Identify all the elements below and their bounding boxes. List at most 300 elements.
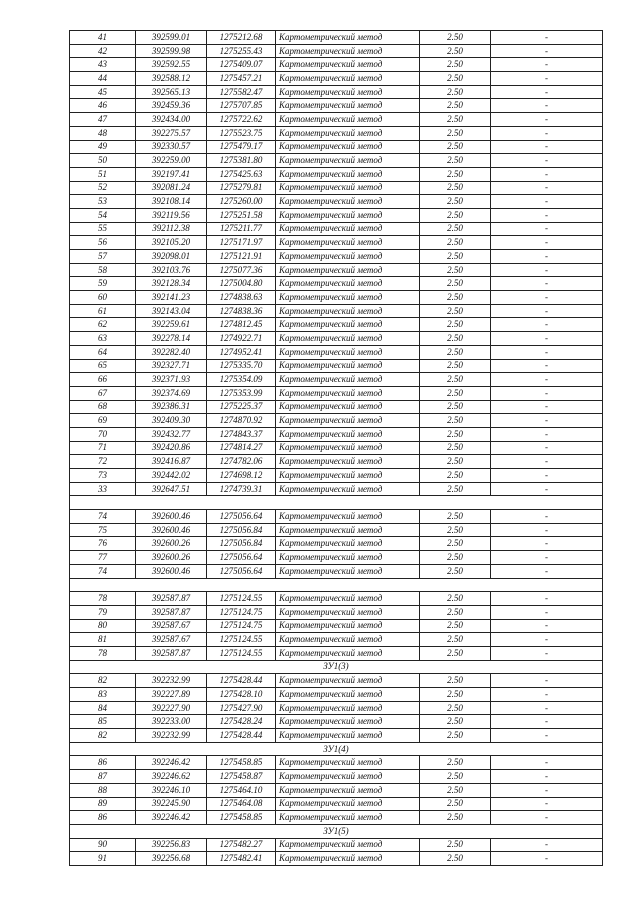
table-row: [70, 263, 603, 277]
table-row: [70, 386, 603, 400]
method-cell: Картометрический метод: [276, 770, 420, 784]
method-cell: Картометрический метод: [276, 373, 420, 387]
note-cell: -: [491, 359, 603, 373]
y-coordinate-cell: 1275225.37: [207, 400, 276, 414]
note-cell: -: [491, 688, 603, 702]
y-coordinate-cell: 1275056.64: [207, 510, 276, 524]
precision-cell: 2.50: [420, 263, 491, 277]
precision-cell: 2.50: [420, 592, 491, 606]
table-row: [70, 222, 603, 236]
y-coordinate-cell: 1275482.27: [207, 838, 276, 852]
x-coordinate-cell: 392245.90: [136, 797, 207, 811]
x-coordinate-cell: 392246.10: [136, 783, 207, 797]
y-coordinate-cell: 1275251.58: [207, 208, 276, 222]
point-number-cell: 62: [70, 318, 136, 332]
precision-cell: 2.50: [420, 688, 491, 702]
precision-cell: 2.50: [420, 318, 491, 332]
method-cell: Картометрический метод: [276, 797, 420, 811]
point-number-cell: 53: [70, 195, 136, 209]
y-coordinate-cell: 1275464.08: [207, 797, 276, 811]
table-row: [70, 236, 603, 250]
table-row: [70, 469, 603, 483]
precision-cell: 2.50: [420, 208, 491, 222]
note-cell: -: [491, 838, 603, 852]
table-row: [70, 304, 603, 318]
table-row: [70, 592, 603, 606]
note-cell: -: [491, 44, 603, 58]
precision-cell: 2.50: [420, 58, 491, 72]
table-row: [70, 58, 603, 72]
y-coordinate-cell: 1275121.91: [207, 250, 276, 264]
precision-cell: 2.50: [420, 482, 491, 496]
point-number-cell: 65: [70, 359, 136, 373]
x-coordinate-cell: 392374.69: [136, 386, 207, 400]
method-cell: Картометрический метод: [276, 838, 420, 852]
note-cell: -: [491, 345, 603, 359]
precision-cell: 2.50: [420, 414, 491, 428]
point-number-cell: 42: [70, 44, 136, 58]
precision-cell: 2.50: [420, 715, 491, 729]
note-cell: -: [491, 674, 603, 688]
y-coordinate-cell: 1275381.80: [207, 154, 276, 168]
y-coordinate-cell: 1275212.68: [207, 31, 276, 45]
table-row: [70, 318, 603, 332]
method-cell: Картометрический метод: [276, 619, 420, 633]
note-cell: -: [491, 318, 603, 332]
note-cell: -: [491, 715, 603, 729]
x-coordinate-cell: 392232.99: [136, 729, 207, 743]
precision-cell: 2.50: [420, 85, 491, 99]
y-coordinate-cell: 1275428.44: [207, 729, 276, 743]
table-row: [70, 208, 603, 222]
method-cell: Картометрический метод: [276, 701, 420, 715]
precision-cell: 2.50: [420, 113, 491, 127]
note-cell: -: [491, 99, 603, 113]
table-row: [70, 154, 603, 168]
method-cell: Картометрический метод: [276, 633, 420, 647]
note-cell: -: [491, 414, 603, 428]
note-cell: -: [491, 770, 603, 784]
table-row: [70, 126, 603, 140]
y-coordinate-cell: 1275353.99: [207, 386, 276, 400]
precision-cell: 2.50: [420, 852, 491, 866]
y-coordinate-cell: 1275077.36: [207, 263, 276, 277]
table-row: [70, 633, 603, 647]
x-coordinate-cell: 392371.93: [136, 373, 207, 387]
x-coordinate-cell: 392647.51: [136, 482, 207, 496]
table-row: [70, 427, 603, 441]
x-coordinate-cell: 392600.46: [136, 510, 207, 524]
x-coordinate-cell: 392600.26: [136, 551, 207, 565]
precision-cell: 2.50: [420, 537, 491, 551]
point-number-cell: 81: [70, 633, 136, 647]
point-number-cell: 50: [70, 154, 136, 168]
x-coordinate-cell: 392592.55: [136, 58, 207, 72]
method-cell: Картометрический метод: [276, 414, 420, 428]
method-cell: Картометрический метод: [276, 605, 420, 619]
method-cell: Картометрический метод: [276, 291, 420, 305]
note-cell: -: [491, 85, 603, 99]
note-cell: -: [491, 195, 603, 209]
x-coordinate-cell: 392143.04: [136, 304, 207, 318]
point-number-cell: 41: [70, 31, 136, 45]
note-cell: -: [491, 811, 603, 825]
precision-cell: 2.50: [420, 455, 491, 469]
table-row: [70, 181, 603, 195]
precision-cell: 2.50: [420, 400, 491, 414]
method-cell: Картометрический метод: [276, 167, 420, 181]
precision-cell: 2.50: [420, 441, 491, 455]
precision-cell: 2.50: [420, 783, 491, 797]
table-row: [70, 729, 603, 743]
point-number-cell: 61: [70, 304, 136, 318]
note-cell: -: [491, 592, 603, 606]
precision-cell: 2.50: [420, 838, 491, 852]
note-cell: -: [491, 400, 603, 414]
point-number-cell: 51: [70, 167, 136, 181]
precision-cell: 2.50: [420, 277, 491, 291]
x-coordinate-cell: 392275.57: [136, 126, 207, 140]
table-row: [70, 523, 603, 537]
y-coordinate-cell: 1275409.07: [207, 58, 276, 72]
point-number-cell: 56: [70, 236, 136, 250]
y-coordinate-cell: 1275464.10: [207, 783, 276, 797]
note-cell: -: [491, 469, 603, 483]
precision-cell: 2.50: [420, 386, 491, 400]
x-coordinate-cell: 392327.71: [136, 359, 207, 373]
precision-cell: 2.50: [420, 44, 491, 58]
y-coordinate-cell: 1275124.55: [207, 646, 276, 660]
method-cell: Картометрический метод: [276, 852, 420, 866]
note-cell: -: [491, 250, 603, 264]
point-number-cell: 43: [70, 58, 136, 72]
table-row: [70, 619, 603, 633]
method-cell: Картометрический метод: [276, 263, 420, 277]
note-cell: -: [491, 605, 603, 619]
note-cell: -: [491, 427, 603, 441]
x-coordinate-cell: 392442.02: [136, 469, 207, 483]
note-cell: -: [491, 332, 603, 346]
method-cell: Картометрический метод: [276, 729, 420, 743]
table-row: [70, 715, 603, 729]
table-row: [70, 167, 603, 181]
precision-cell: 2.50: [420, 31, 491, 45]
precision-cell: 2.50: [420, 126, 491, 140]
table-row: [70, 277, 603, 291]
precision-cell: 2.50: [420, 222, 491, 236]
point-number-cell: 87: [70, 770, 136, 784]
y-coordinate-cell: 1275171.97: [207, 236, 276, 250]
method-cell: Картометрический метод: [276, 510, 420, 524]
method-cell: Картометрический метод: [276, 564, 420, 578]
method-cell: Картометрический метод: [276, 359, 420, 373]
note-cell: -: [491, 31, 603, 45]
y-coordinate-cell: 1275458.85: [207, 811, 276, 825]
point-number-cell: 54: [70, 208, 136, 222]
x-coordinate-cell: 392330.57: [136, 140, 207, 154]
point-number-cell: 57: [70, 250, 136, 264]
note-cell: -: [491, 455, 603, 469]
method-cell: Картометрический метод: [276, 99, 420, 113]
x-coordinate-cell: 392098.01: [136, 250, 207, 264]
method-cell: Картометрический метод: [276, 811, 420, 825]
note-cell: -: [491, 729, 603, 743]
x-coordinate-cell: 392600.46: [136, 523, 207, 537]
y-coordinate-cell: 1275056.64: [207, 564, 276, 578]
y-coordinate-cell: 1275582.47: [207, 85, 276, 99]
note-cell: -: [491, 441, 603, 455]
x-coordinate-cell: 392197.41: [136, 167, 207, 181]
x-coordinate-cell: 392565.13: [136, 85, 207, 99]
point-number-cell: 80: [70, 619, 136, 633]
point-number-cell: 74: [70, 564, 136, 578]
method-cell: Картометрический метод: [276, 208, 420, 222]
note-cell: -: [491, 373, 603, 387]
point-number-cell: 76: [70, 537, 136, 551]
blank-cell: [70, 578, 603, 592]
section-label: ЗУ1(5): [70, 824, 603, 838]
precision-cell: 2.50: [420, 250, 491, 264]
precision-cell: 2.50: [420, 195, 491, 209]
y-coordinate-cell: 1274698.12: [207, 469, 276, 483]
y-coordinate-cell: 1275354.09: [207, 373, 276, 387]
method-cell: Картометрический метод: [276, 523, 420, 537]
precision-cell: 2.50: [420, 510, 491, 524]
method-cell: Картометрический метод: [276, 646, 420, 660]
note-cell: -: [491, 154, 603, 168]
point-number-cell: 86: [70, 811, 136, 825]
point-number-cell: 44: [70, 72, 136, 86]
table-row: [70, 195, 603, 209]
table-row: [70, 44, 603, 58]
x-coordinate-cell: 392600.26: [136, 537, 207, 551]
precision-cell: 2.50: [420, 427, 491, 441]
table-row: [70, 250, 603, 264]
x-coordinate-cell: 392587.87: [136, 646, 207, 660]
table-row: [70, 510, 603, 524]
point-number-cell: 73: [70, 469, 136, 483]
y-coordinate-cell: 1275211.77: [207, 222, 276, 236]
method-cell: Картометрический метод: [276, 140, 420, 154]
note-cell: -: [491, 113, 603, 127]
table-row: [70, 674, 603, 688]
y-coordinate-cell: 1275523.75: [207, 126, 276, 140]
y-coordinate-cell: 1275428.24: [207, 715, 276, 729]
point-number-cell: 82: [70, 674, 136, 688]
coordinates-table-body: [70, 31, 603, 866]
section-header-row: [70, 742, 603, 756]
note-cell: -: [491, 58, 603, 72]
note-cell: -: [491, 797, 603, 811]
method-cell: Картометрический метод: [276, 154, 420, 168]
method-cell: Картометрический метод: [276, 72, 420, 86]
x-coordinate-cell: 392588.12: [136, 72, 207, 86]
x-coordinate-cell: 392141.23: [136, 291, 207, 305]
table-row: [70, 99, 603, 113]
method-cell: Картометрический метод: [276, 332, 420, 346]
table-row: [70, 72, 603, 86]
precision-cell: 2.50: [420, 605, 491, 619]
method-cell: Картометрический метод: [276, 318, 420, 332]
y-coordinate-cell: 1274952.41: [207, 345, 276, 359]
method-cell: Картометрический метод: [276, 688, 420, 702]
x-coordinate-cell: 392233.00: [136, 715, 207, 729]
x-coordinate-cell: 392278.14: [136, 332, 207, 346]
precision-cell: 2.50: [420, 154, 491, 168]
y-coordinate-cell: 1275004.80: [207, 277, 276, 291]
method-cell: Картометрический метод: [276, 441, 420, 455]
point-number-cell: 75: [70, 523, 136, 537]
table-row: [70, 414, 603, 428]
point-number-cell: 64: [70, 345, 136, 359]
note-cell: -: [491, 263, 603, 277]
note-cell: -: [491, 633, 603, 647]
method-cell: Картометрический метод: [276, 592, 420, 606]
y-coordinate-cell: 1275457.21: [207, 72, 276, 86]
note-cell: -: [491, 564, 603, 578]
table-row: [70, 701, 603, 715]
y-coordinate-cell: 1274782.06: [207, 455, 276, 469]
point-number-cell: 58: [70, 263, 136, 277]
table-row: [70, 455, 603, 469]
x-coordinate-cell: 392256.83: [136, 838, 207, 852]
table-row: [70, 838, 603, 852]
point-number-cell: 70: [70, 427, 136, 441]
note-cell: -: [491, 619, 603, 633]
table-row: [70, 811, 603, 825]
section-header-row: [70, 660, 603, 674]
point-number-cell: 71: [70, 441, 136, 455]
x-coordinate-cell: 392420.86: [136, 441, 207, 455]
note-cell: -: [491, 510, 603, 524]
table-row: [70, 359, 603, 373]
table-row: [70, 140, 603, 154]
note-cell: -: [491, 386, 603, 400]
y-coordinate-cell: 1275722.62: [207, 113, 276, 127]
blank-row: [70, 578, 603, 592]
table-row: [70, 345, 603, 359]
table-row: [70, 31, 603, 45]
precision-cell: 2.50: [420, 770, 491, 784]
note-cell: -: [491, 236, 603, 250]
method-cell: Картометрический метод: [276, 674, 420, 688]
y-coordinate-cell: 1275056.64: [207, 551, 276, 565]
method-cell: Картометрический метод: [276, 304, 420, 318]
point-number-cell: 79: [70, 605, 136, 619]
note-cell: -: [491, 756, 603, 770]
point-number-cell: 69: [70, 414, 136, 428]
method-cell: Картометрический метод: [276, 715, 420, 729]
precision-cell: 2.50: [420, 701, 491, 715]
point-number-cell: 78: [70, 646, 136, 660]
point-number-cell: 66: [70, 373, 136, 387]
x-coordinate-cell: 392232.99: [136, 674, 207, 688]
note-cell: -: [491, 277, 603, 291]
precision-cell: 2.50: [420, 99, 491, 113]
y-coordinate-cell: 1275124.55: [207, 633, 276, 647]
precision-cell: 2.50: [420, 469, 491, 483]
y-coordinate-cell: 1275056.84: [207, 523, 276, 537]
precision-cell: 2.50: [420, 564, 491, 578]
point-number-cell: 49: [70, 140, 136, 154]
point-number-cell: 47: [70, 113, 136, 127]
precision-cell: 2.50: [420, 72, 491, 86]
x-coordinate-cell: 392434.00: [136, 113, 207, 127]
x-coordinate-cell: 392599.98: [136, 44, 207, 58]
note-cell: -: [491, 537, 603, 551]
method-cell: Картометрический метод: [276, 345, 420, 359]
note-cell: -: [491, 523, 603, 537]
section-label: ЗУ1(4): [70, 742, 603, 756]
table-row: [70, 113, 603, 127]
precision-cell: 2.50: [420, 359, 491, 373]
x-coordinate-cell: 392108.14: [136, 195, 207, 209]
method-cell: Картометрический метод: [276, 85, 420, 99]
x-coordinate-cell: 392105.20: [136, 236, 207, 250]
note-cell: -: [491, 222, 603, 236]
point-number-cell: 74: [70, 510, 136, 524]
table-row: [70, 332, 603, 346]
section-header-row: [70, 824, 603, 838]
method-cell: Картометрический метод: [276, 222, 420, 236]
method-cell: Картометрический метод: [276, 427, 420, 441]
x-coordinate-cell: 392587.67: [136, 619, 207, 633]
precision-cell: 2.50: [420, 633, 491, 647]
point-number-cell: 45: [70, 85, 136, 99]
method-cell: Картометрический метод: [276, 482, 420, 496]
method-cell: Картометрический метод: [276, 277, 420, 291]
y-coordinate-cell: 1274838.36: [207, 304, 276, 318]
blank-cell: [70, 496, 603, 510]
point-number-cell: 59: [70, 277, 136, 291]
table-row: [70, 852, 603, 866]
x-coordinate-cell: 392119.56: [136, 208, 207, 222]
y-coordinate-cell: 1275482.41: [207, 852, 276, 866]
y-coordinate-cell: 1275707.85: [207, 99, 276, 113]
x-coordinate-cell: 392259.61: [136, 318, 207, 332]
table-row: [70, 770, 603, 784]
precision-cell: 2.50: [420, 797, 491, 811]
precision-cell: 2.50: [420, 236, 491, 250]
y-coordinate-cell: 1274814.27: [207, 441, 276, 455]
note-cell: -: [491, 701, 603, 715]
point-number-cell: 67: [70, 386, 136, 400]
method-cell: Картометрический метод: [276, 400, 420, 414]
precision-cell: 2.50: [420, 729, 491, 743]
x-coordinate-cell: 392282.40: [136, 345, 207, 359]
note-cell: -: [491, 783, 603, 797]
method-cell: Картометрический метод: [276, 44, 420, 58]
precision-cell: 2.50: [420, 291, 491, 305]
table-row: [70, 441, 603, 455]
method-cell: Картометрический метод: [276, 455, 420, 469]
precision-cell: 2.50: [420, 674, 491, 688]
y-coordinate-cell: 1275427.90: [207, 701, 276, 715]
x-coordinate-cell: 392227.89: [136, 688, 207, 702]
y-coordinate-cell: 1275458.87: [207, 770, 276, 784]
note-cell: -: [491, 304, 603, 318]
y-coordinate-cell: 1275428.44: [207, 674, 276, 688]
point-number-cell: 46: [70, 99, 136, 113]
note-cell: -: [491, 72, 603, 86]
x-coordinate-cell: 392409.30: [136, 414, 207, 428]
precision-cell: 2.50: [420, 551, 491, 565]
point-number-cell: 83: [70, 688, 136, 702]
note-cell: -: [491, 126, 603, 140]
precision-cell: 2.50: [420, 345, 491, 359]
y-coordinate-cell: 1274838.63: [207, 291, 276, 305]
y-coordinate-cell: 1275255.43: [207, 44, 276, 58]
